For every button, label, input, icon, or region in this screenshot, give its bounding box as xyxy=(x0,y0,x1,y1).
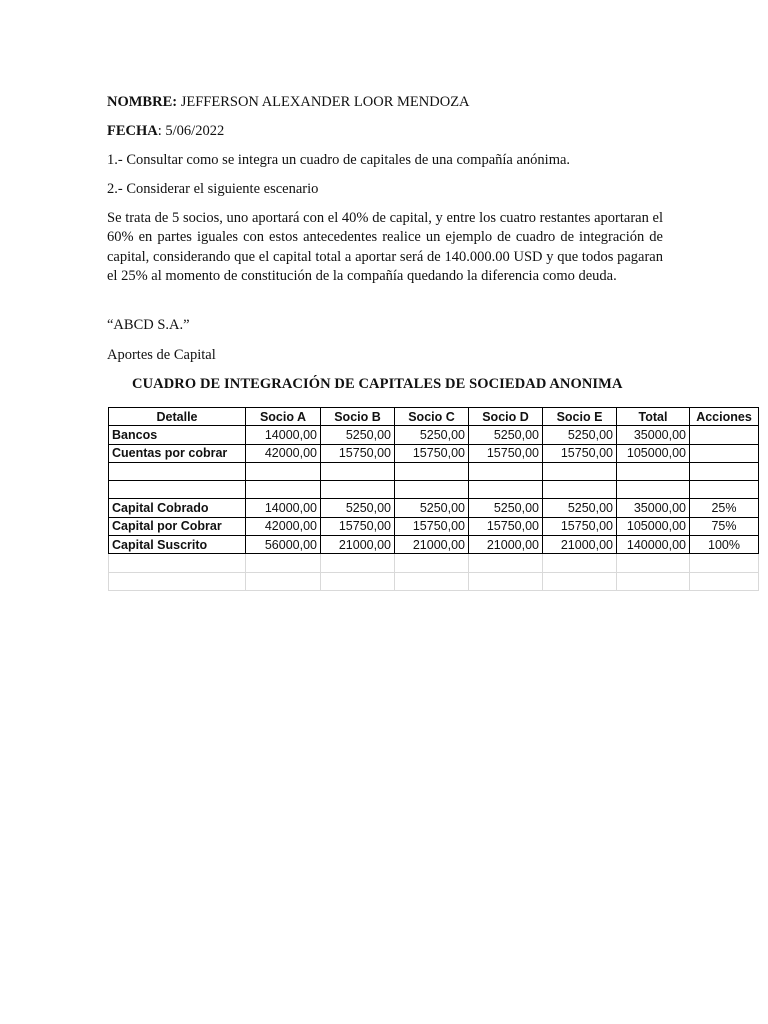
cell-acciones: 75% xyxy=(690,517,759,535)
header-socio-e: Socio E xyxy=(543,408,617,426)
header-socio-a: Socio A xyxy=(246,408,321,426)
empty-cell xyxy=(543,554,617,572)
cell-socio-c: 5250,00 xyxy=(395,426,469,444)
header-acciones: Acciones xyxy=(690,408,759,426)
cell-total: 35000,00 xyxy=(617,426,690,444)
empty-cell xyxy=(321,554,395,572)
empty-cell xyxy=(109,481,246,499)
table-title: CUADRO DE INTEGRACIÓN DE CAPITALES DE SOCIEDAD ANONIMA xyxy=(132,376,623,392)
date-value: : 5/06/2022 xyxy=(157,123,225,139)
empty-cell xyxy=(109,462,246,480)
empty-cell xyxy=(690,481,759,499)
header-socio-d: Socio D xyxy=(469,408,543,426)
cell-socio-c: 15750,00 xyxy=(395,444,469,462)
cell-socio-b: 15750,00 xyxy=(321,517,395,535)
empty-cell xyxy=(109,554,246,572)
empty-cell xyxy=(321,572,395,590)
header-detalle: Detalle xyxy=(109,408,246,426)
item-1: 1.- Consultar como se integra un cuadro de capitales de una compañía anónima. xyxy=(107,152,571,168)
row-label: Capital Suscrito xyxy=(109,536,246,554)
date-line xyxy=(107,122,663,142)
cell-acciones xyxy=(690,426,759,444)
name-value: JEFFERSON ALEXANDER LOOR MENDOZA xyxy=(180,94,470,110)
empty-cell xyxy=(246,481,321,499)
row-label: Capital Cobrado xyxy=(109,499,246,517)
empty-cell xyxy=(617,554,690,572)
cell-socio-a: 14000,00 xyxy=(246,426,321,444)
cell-socio-b: 15750,00 xyxy=(321,444,395,462)
cell-socio-a: 42000,00 xyxy=(246,517,321,535)
empty-cell xyxy=(246,554,321,572)
empty-cell xyxy=(690,572,759,590)
table-row-bancos xyxy=(109,426,759,444)
empty-cell xyxy=(246,462,321,480)
table-header-row xyxy=(109,408,759,426)
company-name: “ABCD S.A.” xyxy=(107,317,190,333)
cell-socio-d: 5250,00 xyxy=(469,426,543,444)
empty-cell xyxy=(469,554,543,572)
empty-cell xyxy=(469,572,543,590)
empty-cell xyxy=(395,572,469,590)
cell-socio-b: 5250,00 xyxy=(321,426,395,444)
empty-cell xyxy=(543,462,617,480)
cell-socio-a: 56000,00 xyxy=(246,536,321,554)
date-label: FECHA xyxy=(107,123,158,139)
cell-total: 140000,00 xyxy=(617,536,690,554)
empty-cell xyxy=(690,554,759,572)
empty-cell xyxy=(617,572,690,590)
cell-socio-e: 21000,00 xyxy=(543,536,617,554)
empty-cell xyxy=(690,462,759,480)
empty-cell xyxy=(395,554,469,572)
table-row-capital-cobrado xyxy=(109,499,759,517)
section-title: Aportes de Capital xyxy=(107,347,216,363)
cell-acciones: 100% xyxy=(690,536,759,554)
row-label: Cuentas por cobrar xyxy=(109,444,246,462)
table-row-gridline xyxy=(109,572,759,590)
header-socio-c: Socio C xyxy=(395,408,469,426)
scenario-paragraph: Se trata de 5 socios, uno aportará con el 40% de capital, y entre los cuatro restantes aportaran el 60% en partes iguales con estos antecedentes realice un ejemplo de cuadro de integración de capital, considerando que el capital total a aportar será de 140.000.00 USD y que todos pagaran el 25% al momento de constitución de la compañía quedando la diferencia como deuda. xyxy=(107,210,663,285)
cell-total: 35000,00 xyxy=(617,499,690,517)
empty-cell xyxy=(469,481,543,499)
capital-table xyxy=(108,407,759,591)
empty-cell xyxy=(543,572,617,590)
cell-total: 105000,00 xyxy=(617,517,690,535)
cell-socio-d: 5250,00 xyxy=(469,499,543,517)
name-line xyxy=(107,93,663,113)
row-label: Capital por Cobrar xyxy=(109,517,246,535)
cell-socio-a: 42000,00 xyxy=(246,444,321,462)
table-row-empty xyxy=(109,481,759,499)
cell-socio-c: 21000,00 xyxy=(395,536,469,554)
cell-socio-a: 14000,00 xyxy=(246,499,321,517)
empty-cell xyxy=(617,462,690,480)
item-2: 2.- Considerar el siguiente escenario xyxy=(107,181,319,197)
cell-socio-d: 15750,00 xyxy=(469,444,543,462)
name-label: NOMBRE: xyxy=(107,94,178,110)
empty-cell xyxy=(395,481,469,499)
cell-socio-e: 5250,00 xyxy=(543,499,617,517)
cell-socio-d: 21000,00 xyxy=(469,536,543,554)
cell-socio-e: 15750,00 xyxy=(543,517,617,535)
table-row-capital-suscrito xyxy=(109,536,759,554)
empty-cell xyxy=(543,481,617,499)
empty-cell xyxy=(469,462,543,480)
empty-cell xyxy=(395,462,469,480)
table-row-cuentas-por-cobrar xyxy=(109,444,759,462)
header-total: Total xyxy=(617,408,690,426)
empty-cell xyxy=(109,572,246,590)
cell-socio-b: 5250,00 xyxy=(321,499,395,517)
cell-socio-c: 15750,00 xyxy=(395,517,469,535)
empty-cell xyxy=(321,481,395,499)
empty-cell xyxy=(246,572,321,590)
table-row-capital-por-cobrar xyxy=(109,517,759,535)
empty-cell xyxy=(617,481,690,499)
table-row-empty xyxy=(109,462,759,480)
row-label: Bancos xyxy=(109,426,246,444)
cell-acciones: 25% xyxy=(690,499,759,517)
cell-socio-b: 21000,00 xyxy=(321,536,395,554)
cell-acciones xyxy=(690,444,759,462)
cell-socio-c: 5250,00 xyxy=(395,499,469,517)
cell-socio-e: 5250,00 xyxy=(543,426,617,444)
header-socio-b: Socio B xyxy=(321,408,395,426)
cell-socio-d: 15750,00 xyxy=(469,517,543,535)
table-row-gridline xyxy=(109,554,759,572)
cell-socio-e: 15750,00 xyxy=(543,444,617,462)
empty-cell xyxy=(321,462,395,480)
cell-total: 105000,00 xyxy=(617,444,690,462)
